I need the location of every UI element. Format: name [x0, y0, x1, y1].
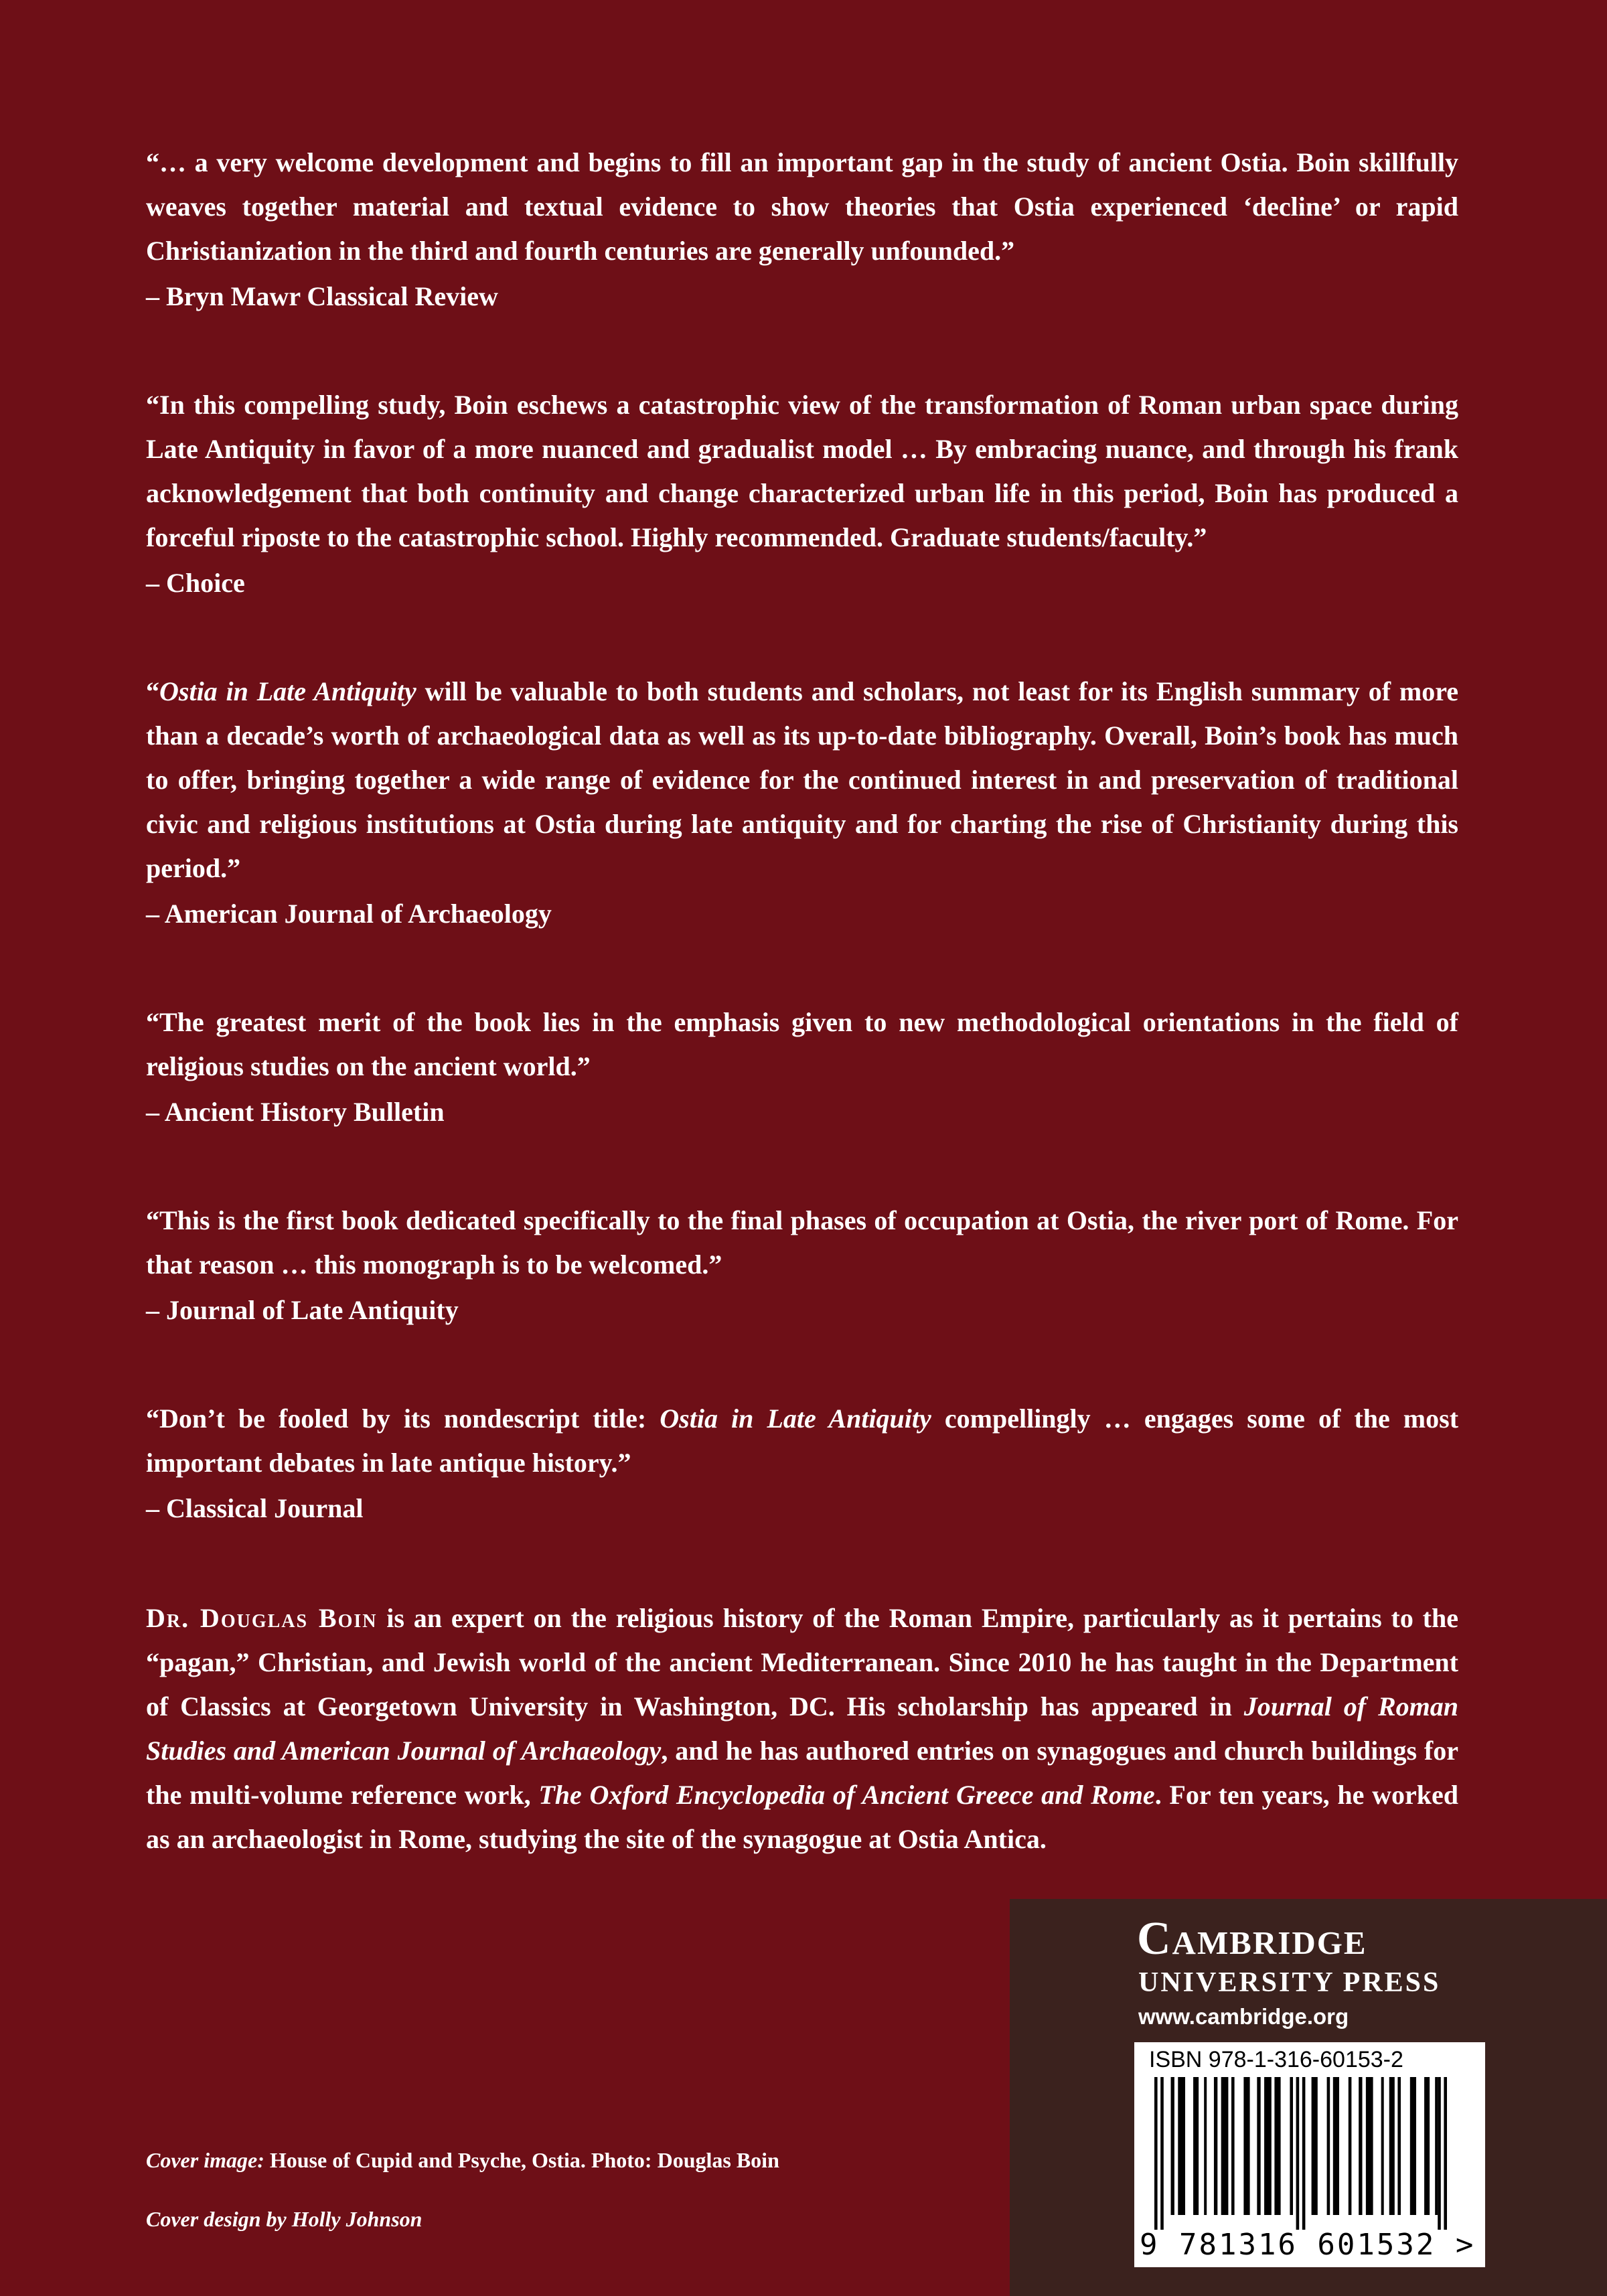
publisher-url: www.cambridge.org	[1138, 2004, 1349, 2029]
barcode-bar	[1257, 2077, 1260, 2215]
barcode-bars	[1154, 2077, 1469, 2230]
barcode-bar	[1243, 2077, 1249, 2215]
cover-image-credit	[146, 2143, 779, 2177]
italic-title-text: The Oxford Encyclopedia of Ancient Greece and Rome	[538, 1780, 1155, 1810]
barcode-bar	[1410, 2077, 1416, 2215]
barcode-bar	[1193, 2077, 1199, 2215]
cover-image-label: Cover image:	[146, 2148, 264, 2172]
barcode-bar	[1359, 2077, 1362, 2215]
text-run: “	[146, 676, 159, 706]
barcode-bar	[1214, 2077, 1217, 2215]
text-run: will be valuable to both students and scholars, not least for its English summary of more than a decade’s worth of archaeological data as well as its up-to-date bibliography. Overall, Boin’s book has much to offer, bringing together a wide range of evidence for the continued interest in and preservation of traditional civic and religious institutions at Ostia during late antiquity and for charting the rise of Christianity during this period.”	[146, 676, 1459, 883]
review-block	[146, 670, 1458, 936]
italic-title-text: Ostia in Late Antiquity	[660, 1403, 931, 1434]
review-quote	[146, 1199, 1458, 1287]
barcode-bar	[1154, 2077, 1158, 2230]
publisher-subtitle: UNIVERSITY PRESS	[1138, 1967, 1441, 1998]
text-run: “… a very welcome development and begins to fill an important gap in the study of ancient Ostia. Boin skillfully weaves together material and textual evidence to show theories that Ostia experienced ‘decline’ or rapid Christianization in the third and fourth centuries are generally unfounded.”	[146, 147, 1458, 266]
review-source: – Journal of Late Antiquity	[146, 1295, 459, 1325]
text-run: , and he has authored entries on synagogues and church buildings for the multi-volume reference work,	[146, 1736, 1459, 1810]
barcode-bar	[1424, 2077, 1430, 2215]
text-run: “Don’t be fooled by its nondescript title:	[146, 1403, 660, 1434]
barcode-bar	[1221, 2077, 1229, 2215]
text-run: . For ten years, he worked as an archaeologist in Rome, studying the site of the synagogue at Ostia Antica.	[146, 1780, 1458, 1854]
review-block	[146, 141, 1458, 319]
barcode-bar	[1231, 2077, 1235, 2215]
author-bio-text	[146, 1603, 1458, 1854]
barcode-bar	[1438, 2077, 1441, 2230]
text-run: compellingly … engages some of the most important debates in late antique history.”	[146, 1403, 1459, 1478]
review-source: – Choice	[146, 568, 245, 598]
cover-credits	[146, 2143, 779, 2261]
barcode-bar	[1312, 2077, 1318, 2215]
cover-image-text: House of Cupid and Psyche, Ostia. Photo: Douglas Boin	[264, 2148, 779, 2172]
text-run: “This is the first book dedicated specifically to the final phases of occupation at Ostia, the river port of Rome. For that reason … this monograph is to be welcomed.”	[146, 1205, 1458, 1280]
review-quote	[146, 141, 1458, 273]
barcode-bar	[1264, 2077, 1272, 2215]
barcode-bar	[1327, 2077, 1330, 2215]
text-run: is an expert on the religious history of the Roman Empire, particularly as it pertains to the “pagan,” Christian, and Jewish world of the ancient Mediterranean. Since 2010 he has taught in the Department of Classics at Georgetown University in Washington, DC. His scholarship has appeared in	[146, 1603, 1458, 1721]
barcode-bar	[1366, 2077, 1373, 2215]
reviews-section	[146, 141, 1458, 1595]
barcode-bar	[1397, 2077, 1401, 2215]
barcode-bar	[1171, 2077, 1174, 2215]
barcode-bar	[1381, 2077, 1384, 2215]
barcode-number: 9 781316 601532 >	[1140, 2228, 1476, 2262]
review-block	[146, 383, 1458, 605]
review-quote	[146, 670, 1458, 891]
publisher-name: Cambridge	[1137, 1913, 1367, 1965]
isbn-label: ISBN 978-1-316-60153-2	[1149, 2047, 1403, 2072]
cover-design-credit	[146, 2202, 779, 2236]
barcode-bar	[1302, 2077, 1306, 2230]
barcode-bar	[1160, 2077, 1164, 2230]
author-bio	[146, 1596, 1458, 1861]
barcode-bar	[1435, 2077, 1438, 2215]
review-quote	[146, 1397, 1458, 1485]
review-quote	[146, 383, 1458, 560]
barcode-bar	[1333, 2077, 1339, 2215]
barcode-bar	[1444, 2077, 1447, 2230]
cover-design-label: Cover design by Holly Johnson	[146, 2207, 423, 2231]
review-quote	[146, 1000, 1458, 1089]
review-source: – Ancient History Bulletin	[146, 1097, 445, 1127]
review-source: – Bryn Mawr Classical Review	[146, 281, 498, 311]
barcode-bar	[1296, 2077, 1300, 2230]
barcode-bar	[1274, 2077, 1280, 2215]
review-block	[146, 1199, 1458, 1332]
review-source: – American Journal of Archaeology	[146, 899, 552, 929]
publisher-panel	[1010, 1899, 1607, 2296]
italic-title-text: Journal of Roman Studies and American Journal of Archaeology	[146, 1691, 1458, 1766]
barcode-bar	[1204, 2077, 1207, 2215]
review-block	[146, 1000, 1458, 1134]
barcode-bar	[1349, 2077, 1352, 2215]
barcode-bar	[1290, 2077, 1293, 2215]
text-run: “In this compelling study, Boin eschews a catastrophic view of the transformation of Roman urban space during Late Antiquity in favor of a more nuanced and gradualist model … By embracing nuance, and through his frank acknowledgement that both continuity and change characterized urban life in this period, Boin has produced a forceful riposte to the catastrophic school. Highly recommended. Graduate students/faculty.”	[146, 390, 1458, 552]
author-name: Dr. Douglas Boin	[146, 1603, 378, 1633]
barcode-bar	[1178, 2077, 1185, 2215]
review-block	[146, 1397, 1458, 1531]
text-run: “The greatest merit of the book lies in the emphasis given to new methodological orientations in the field of religious studies on the ancient world.”	[146, 1007, 1458, 1081]
italic-title-text: Ostia in Late Antiquity	[159, 676, 416, 706]
barcode-bar	[1389, 2077, 1395, 2215]
review-source: – Classical Journal	[146, 1493, 364, 1523]
isbn-barcode	[1134, 2042, 1485, 2267]
